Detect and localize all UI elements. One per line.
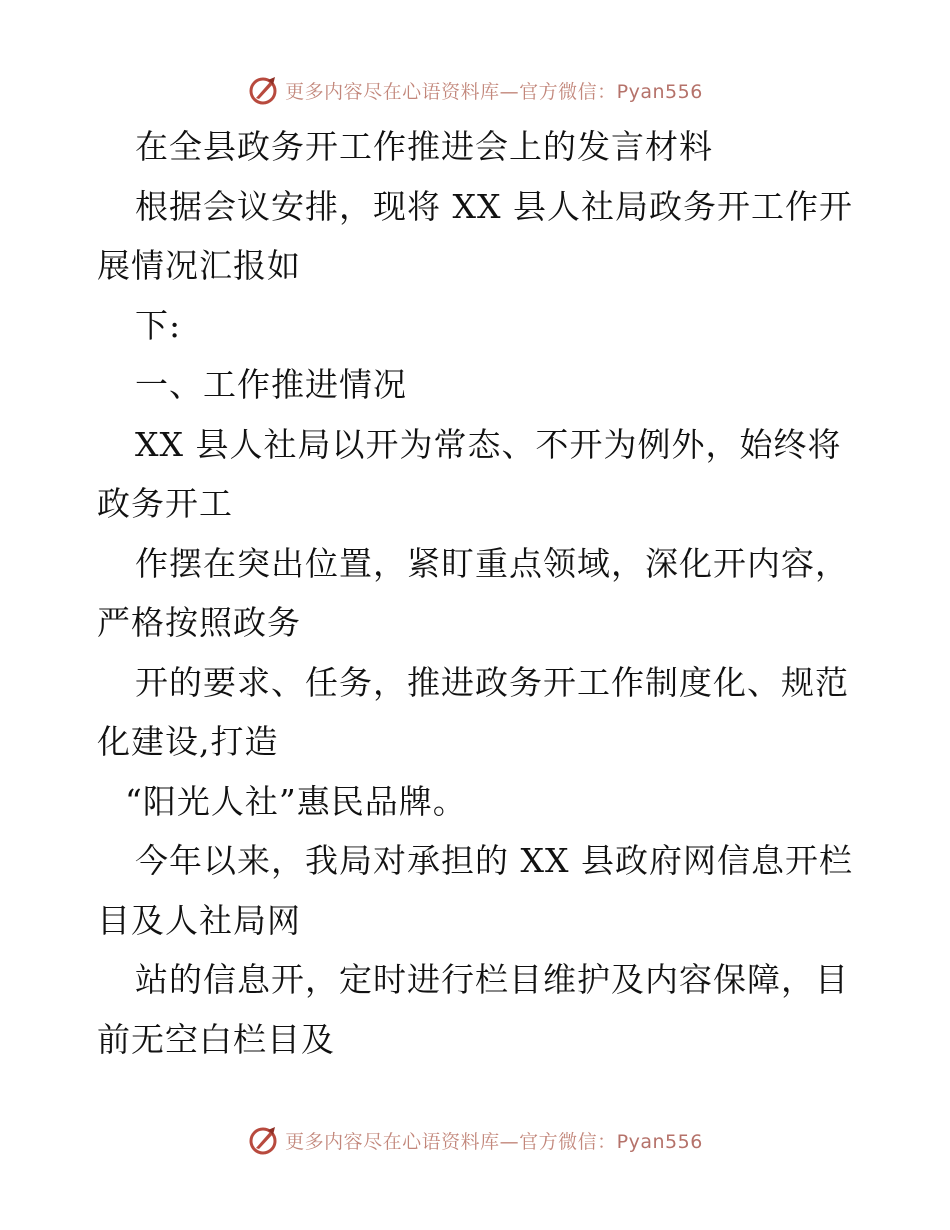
paragraph-line: 开的要求、任务，推进政务开工作制度化、规范 — [135, 662, 849, 702]
wechat-id: Pyan556 — [616, 80, 703, 103]
paragraph-line: 站的信息开，定时进行栏目维护及内容保障，目 — [135, 960, 849, 999]
document-title: 在全县政务开工作推进会上的发言材料 — [135, 127, 713, 166]
quill-pen-logo-icon — [247, 1124, 279, 1156]
paragraph-line: 严格按照政务 — [97, 603, 301, 642]
footer-watermark — [0, 1120, 950, 1160]
wechat-id: Pyan556 — [616, 1130, 703, 1153]
paragraph-line: 下: — [135, 305, 182, 345]
paragraph-line: 目及人社局网 — [97, 900, 301, 940]
paragraph-line: 根据会议安排，现将 XX 县人社局政务开工作开 — [135, 186, 853, 226]
paragraph-line: 今年以来，我局对承担的 XX 县政府网信息开栏 — [135, 841, 853, 880]
watermark-text: 更多内容尽在心语资料库—官方微信：Pyan556 — [285, 1130, 703, 1153]
paragraph-line: 政务开工 — [97, 484, 233, 523]
paragraph-line: XX 县人社局以开为常态、不开为例外，始终将 — [135, 424, 842, 464]
paragraph-line: 作摆在突出位置，紧盯重点领域，深化开内容， — [135, 543, 849, 583]
header-watermark — [0, 70, 950, 110]
watermark-text: 更多内容尽在心语资料库—官方微信：Pyan556 — [285, 80, 703, 103]
paragraph-line: 前无空白栏目及 — [97, 1019, 335, 1059]
paragraph-line: 化建设,打造 — [97, 722, 279, 761]
quill-pen-logo-icon — [247, 74, 279, 106]
section-heading: 一、工作推进情况 — [135, 365, 407, 404]
document-body — [97, 117, 857, 1069]
paragraph-line: “阳光人社”惠民品牌。 — [125, 781, 467, 821]
paragraph-line: 展情况汇报如 — [97, 246, 301, 285]
